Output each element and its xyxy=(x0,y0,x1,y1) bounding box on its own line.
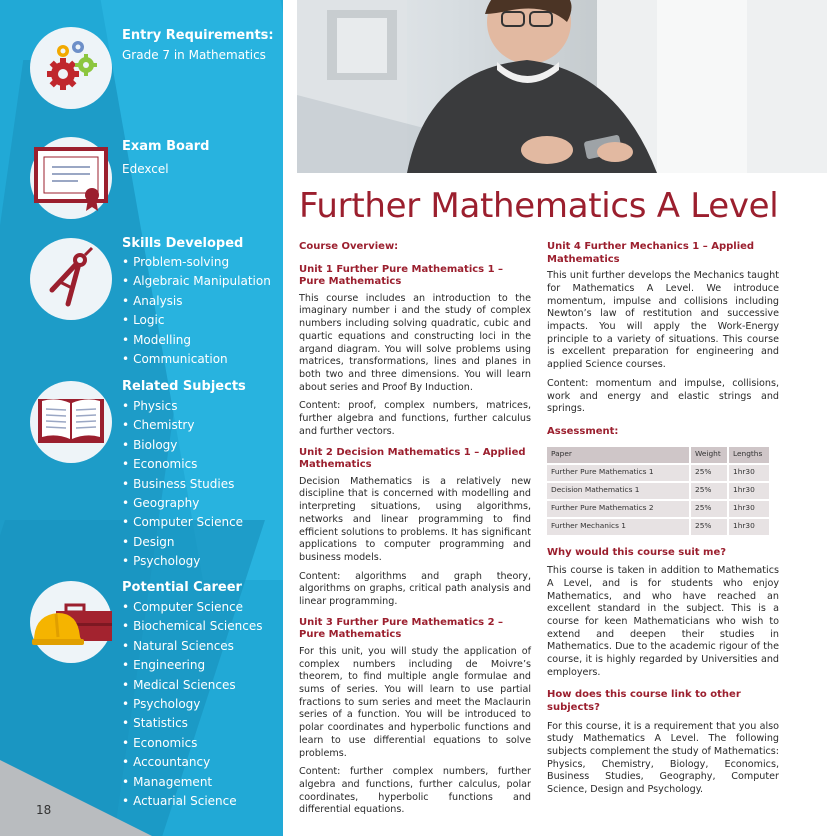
unit3-content: Content: further complex numbers, further algebra and functions, further calculus, polar coordinates, hyperbolic functions and differential equations. xyxy=(299,766,531,816)
link-heading: How does this course link to other subjects? xyxy=(547,689,741,714)
skills-heading: Skills Developed xyxy=(122,236,244,251)
sidebar xyxy=(0,0,283,836)
table-header-row xyxy=(547,447,769,463)
compass-icon xyxy=(30,238,112,320)
table-header-cell: Paper xyxy=(547,447,689,463)
list-item: • Natural Sciences xyxy=(122,637,262,656)
table-cell: Further Pure Mathematics 2 xyxy=(547,501,689,517)
list-item: • Computer Science xyxy=(122,513,243,532)
unit1-heading: Unit 1 Further Pure Mathematics 1 – Pure Mathematics xyxy=(299,263,504,288)
list-item: • Economics xyxy=(122,734,262,753)
student-photo xyxy=(297,0,827,173)
list-item: • Accountancy xyxy=(122,753,262,772)
unit4-heading: Unit 4 Further Mechanics 1 – Applied Mathematics xyxy=(547,241,755,265)
unit2-content: Content: algorithms and graph theory, algorithms on graphs, critical path analysis and linear programming. xyxy=(299,570,531,608)
book-icon xyxy=(30,381,112,463)
list-item: • Engineering xyxy=(122,656,262,675)
unit2-heading: Unit 2 Decision Mathematics 1 – Applied Mathematics xyxy=(299,446,526,471)
related-heading: Related Subjects xyxy=(122,379,246,394)
list-item: • Design xyxy=(122,533,243,552)
list-item: • Problem-solving xyxy=(122,253,271,272)
table-cell: 25% xyxy=(691,501,727,517)
left-column xyxy=(299,241,531,817)
list-item: • Algebraic Manipulation xyxy=(122,272,271,291)
table-row xyxy=(547,501,769,517)
suit-body: This course is taken in addition to Mathematics A Level, and is for students who enjoy Mathematics, and who have reached an excellent standard in the subject. This is a course for keen Mathematicians who wish to extend and deepen their studies in Mathematics. Due to the academic rigour of the course, it is highly regarded by Universities and employers. xyxy=(547,565,779,678)
overview-heading: Course Overview: xyxy=(299,241,399,252)
table-row xyxy=(547,465,769,481)
list-item: • Medical Sciences xyxy=(122,676,262,695)
table-cell: 25% xyxy=(691,465,727,481)
list-item: • Business Studies xyxy=(122,475,243,494)
table-cell: 1hr30 xyxy=(729,483,769,499)
exam-heading: Exam Board xyxy=(122,139,210,154)
list-item: • Psychology xyxy=(122,552,243,571)
list-item: • Geography xyxy=(122,494,243,513)
right-column xyxy=(547,241,779,797)
entry-heading: Entry Requirements: xyxy=(122,28,274,43)
page-title: Further Mathematics A Level xyxy=(299,186,779,226)
career-heading: Potential Career xyxy=(122,580,242,595)
table-header-cell: Lengths xyxy=(729,447,769,463)
list-item: • Chemistry xyxy=(122,416,243,435)
page-number: 18 xyxy=(36,803,52,817)
table-row xyxy=(547,483,769,499)
list-item: • Actuarial Science xyxy=(122,792,262,811)
list-item: • Analysis xyxy=(122,292,271,311)
table-cell: 1hr30 xyxy=(729,501,769,517)
gears-icon xyxy=(30,27,112,109)
list-item: • Management xyxy=(122,773,262,792)
unit2-body: Decision Mathematics is a relatively new discipline that is concerned with modelling and interpreting situations, using algorithms, networks and linear programming to find efficient solutions to problems. It has significant applications to computer programming and business models. xyxy=(299,475,531,563)
related-list xyxy=(122,397,243,572)
table-cell: 1hr30 xyxy=(729,465,769,481)
table-cell: 25% xyxy=(691,519,727,535)
certificate-icon xyxy=(30,137,112,219)
list-item: • Communication xyxy=(122,350,271,369)
table-cell: 1hr30 xyxy=(729,519,769,535)
unit4-content: Content: momentum and impulse, collisions, work and energy and elastic strings and springs. xyxy=(547,377,779,415)
assessment-heading: Assessment: xyxy=(547,425,619,437)
table-row xyxy=(547,519,769,535)
table-cell: Further Mechanics 1 xyxy=(547,519,689,535)
list-item: • Computer Science xyxy=(122,598,262,617)
unit1-body: This course includes an introduction to the imaginary number i and the study of complex numbers including solving quadratic, cubic and quartic equations and constructing loci in the argand diagram. You will solve problems using matrices, transformations, lines and planes in both two and three dimensions. You will learn about series and Proof By Induction. xyxy=(299,292,531,393)
table-cell: Further Pure Mathematics 1 xyxy=(547,465,689,481)
entry-text: Grade 7 in Mathematics xyxy=(122,48,266,62)
list-item: • Psychology xyxy=(122,695,262,714)
list-item: • Physics xyxy=(122,397,243,416)
table-header-cell: Weight xyxy=(691,447,727,463)
unit4-body: This unit further develops the Mechanics taught for Mathematics A Level. We introduce momentum, impulse and collisions including Newton’s law of restitution and successive impacts. You will apply the Work-Energy principle to a variety of situations. This course is excellent preparation for engineering and applied Science courses. xyxy=(547,270,779,371)
list-item: • Biochemical Sciences xyxy=(122,617,262,636)
list-item: • Statistics xyxy=(122,714,262,733)
list-item: • Modelling xyxy=(122,331,271,350)
list-item: • Logic xyxy=(122,311,271,330)
unit3-heading: Unit 3 Further Pure Mathematics 2 – Pure Mathematics xyxy=(299,616,504,641)
career-list xyxy=(122,598,262,811)
skills-list xyxy=(122,253,271,369)
unit3-body: For this unit, you will study the application of complex numbers including de Moivre’s theorem, to find multiple angle formulae and sums of series. You will learn to use partial fractions to sum series and meet the Maclaurin series of a function. You will be introduced to polar coordinates and hyperbolic functions and learn to use differential equations to solve problems. xyxy=(299,645,531,759)
table-cell: 25% xyxy=(691,483,727,499)
exam-text: Edexcel xyxy=(122,162,169,176)
assessment-table xyxy=(545,445,771,537)
table-cell: Decision Mathematics 1 xyxy=(547,483,689,499)
hardhat-toolbox-icon xyxy=(30,581,112,663)
list-item: • Biology xyxy=(122,436,243,455)
link-body: For this course, it is a requirement that you also study Mathematics A Level. The following subjects complement the study of Mathematics: Physics, Chemistry, Biology, Economics, Business Studies, Geography, Computer Science, Design and Psychology. xyxy=(547,720,779,796)
list-item: • Economics xyxy=(122,455,243,474)
unit1-content: Content: proof, complex numbers, matrices, further algebra and functions, further calculus and further vectors. xyxy=(299,400,531,437)
suit-heading: Why would this course suit me? xyxy=(547,546,727,558)
